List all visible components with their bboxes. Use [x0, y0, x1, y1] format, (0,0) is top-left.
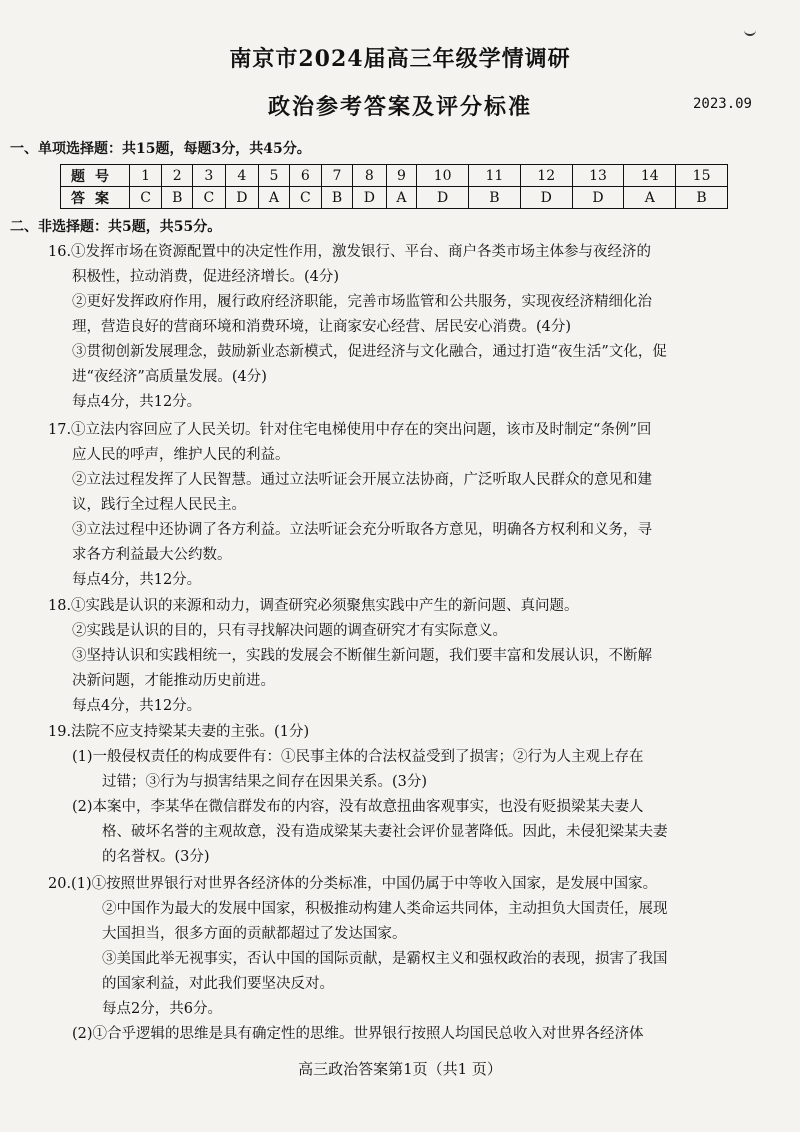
answer-line: 积极性，拉动消费，促进经济增长。(4分)	[72, 269, 340, 285]
question-16	[48, 240, 760, 415]
table-cell: D	[225, 187, 259, 209]
score-note: 每点4分，共12分。	[72, 394, 202, 410]
answer-line: 决新问题，才能推动历史前进。	[72, 673, 275, 689]
answer-table	[60, 164, 728, 209]
answer-line: 议，践行全过程人民民主。	[72, 497, 246, 513]
table-cell: 8	[353, 165, 387, 187]
table-cell: 5	[259, 165, 290, 187]
answer-line: 16.①发挥市场在资源配置中的决定性作用，激发银行、平台、商户各类市场主体参与夜经济的	[48, 244, 652, 260]
table-cell: D	[520, 187, 572, 209]
table-cell: C	[193, 187, 225, 209]
answer-line: 过错；③行为与损害结果之间存在因果关系。(3分)	[102, 774, 428, 790]
table-cell: 1	[130, 165, 162, 187]
row-label-answers: 答案	[61, 187, 130, 209]
question-18	[48, 594, 760, 719]
table-cell: 14	[624, 165, 676, 187]
document-date: 2023.09	[692, 96, 752, 112]
answer-line: ③美国此举无视事实，否认中国的国际贡献，是霸权主义和强权政治的表现，损害了我国	[102, 951, 668, 967]
table-cell: D	[417, 187, 469, 209]
table-cell: C	[130, 187, 162, 209]
table-cell: A	[386, 187, 417, 209]
table-cell: A	[624, 187, 676, 209]
answer-line: (2)本案中，李某华在微信群发布的内容，没有故意扭曲客观事实，也没有贬损梁某夫妻人	[72, 799, 644, 815]
answer-line: 的名誉权。(3分)	[102, 849, 210, 865]
table-cell: 12	[520, 165, 572, 187]
table-cell: B	[676, 187, 728, 209]
answer-line: (1)一般侵权责任的构成要件有：①民事主体的合法权益受到了损害；②行为人主观上存在	[72, 749, 644, 765]
score-note: 每点2分，共6分。	[102, 1001, 222, 1017]
table-cell: D	[353, 187, 387, 209]
table-cell: 13	[572, 165, 624, 187]
table-cell: 2	[162, 165, 193, 187]
answer-line: 进“夜经济”高质量发展。(4分)	[72, 369, 267, 385]
document-title: 南京市2024届高三年级学情调研	[229, 46, 571, 72]
question-number-row	[61, 165, 728, 187]
table-cell: 4	[225, 165, 259, 187]
row-label-numbers: 题号	[61, 165, 130, 187]
table-cell: A	[259, 187, 290, 209]
answer-line: 大国担当，很多方面的贡献都超过了发达国家。	[102, 926, 407, 942]
table-cell: 6	[289, 165, 321, 187]
section1-heading: 一、单项选择题：共15题，每题3分，共45分。	[10, 141, 311, 157]
answer-line: ③立法过程中还协调了各方利益。立法听证会充分听取各方意见，明确各方权利和义务，寻	[72, 522, 652, 538]
answer-line: 理，营造良好的营商环境和消费环境，让商家安心经营、居民安心消费。(4分)	[72, 319, 572, 335]
page-footer: 高三政治答案第1页（共1 页）	[298, 1060, 502, 1078]
answer-line: ③坚持认识和实践相统一，实践的发展会不断催生新问题，我们要丰富和发展认识，不断解	[72, 648, 652, 664]
question-19	[48, 720, 760, 870]
table-cell: C	[289, 187, 321, 209]
table-cell: B	[321, 187, 352, 209]
answer-line: ②中国作为最大的发展中国家，积极推动构建人类命运共同体，主动担负大国责任，展现	[102, 901, 668, 917]
score-note: 每点4分，共12分。	[72, 572, 202, 588]
document-subtitle: 政治参考答案及评分标准	[267, 94, 532, 120]
answer-line: 20.(1)①按照世界银行对世界各经济体的分类标准，中国仍属于中等收入国家，是发展中国家。	[48, 876, 658, 892]
table-cell: B	[469, 187, 521, 209]
answer-line: (2)①合乎逻辑的思维是具有确定性的思维。世界银行按照人均国民总收入对世界各经济体	[72, 1026, 644, 1042]
answer-line: ②立法过程发挥了人民智慧。通过立法听证会开展立法协商，广泛听取人民群众的意见和建	[72, 472, 652, 488]
question-17	[48, 418, 760, 593]
answer-line: ②实践是认识的目的，只有寻找解决问题的调查研究才有实际意义。	[72, 623, 507, 639]
table-cell: 10	[417, 165, 469, 187]
table-cell: D	[572, 187, 624, 209]
table-cell: 11	[469, 165, 521, 187]
pen-mark	[744, 28, 756, 36]
answer-line: 求各方利益最大公约数。	[72, 547, 232, 563]
table-cell: 3	[193, 165, 225, 187]
answer-line: ②更好发挥政府作用，履行政府经济职能，完善市场监管和公共服务，实现夜经济精细化治	[72, 294, 652, 310]
table-cell: 9	[386, 165, 417, 187]
question-20	[48, 872, 760, 1047]
answer-line: 18.①实践是认识的来源和动力，调查研究必须聚焦实践中产生的新问题、真问题。	[48, 598, 579, 614]
answer-row	[61, 187, 728, 209]
score-note: 每点4分，共12分。	[72, 698, 202, 714]
answer-line: 应人民的呼声，维护人民的利益。	[72, 447, 290, 463]
answer-line: ③贯彻创新发展理念，鼓励新业态新模式，促进经济与文化融合，通过打造“夜生活”文化，促	[72, 344, 667, 360]
answer-line: 17.①立法内容回应了人民关切。针对住宅电梯使用中存在的突出问题，该市及时制定“条例”回	[48, 422, 652, 438]
table-cell: 7	[321, 165, 352, 187]
section2-heading: 二、非选择题：共5题，共55分。	[10, 219, 222, 235]
answer-line: 19.法院不应支持梁某夫妻的主张。(1分)	[48, 724, 310, 740]
answer-line: 的国家利益，对此我们要坚决反对。	[102, 976, 334, 992]
table-cell: 15	[676, 165, 728, 187]
answer-line: 格、破坏名誉的主观故意，没有造成梁某夫妻社会评价显著降低。因此，未侵犯梁某夫妻	[102, 824, 668, 840]
table-cell: B	[162, 187, 193, 209]
